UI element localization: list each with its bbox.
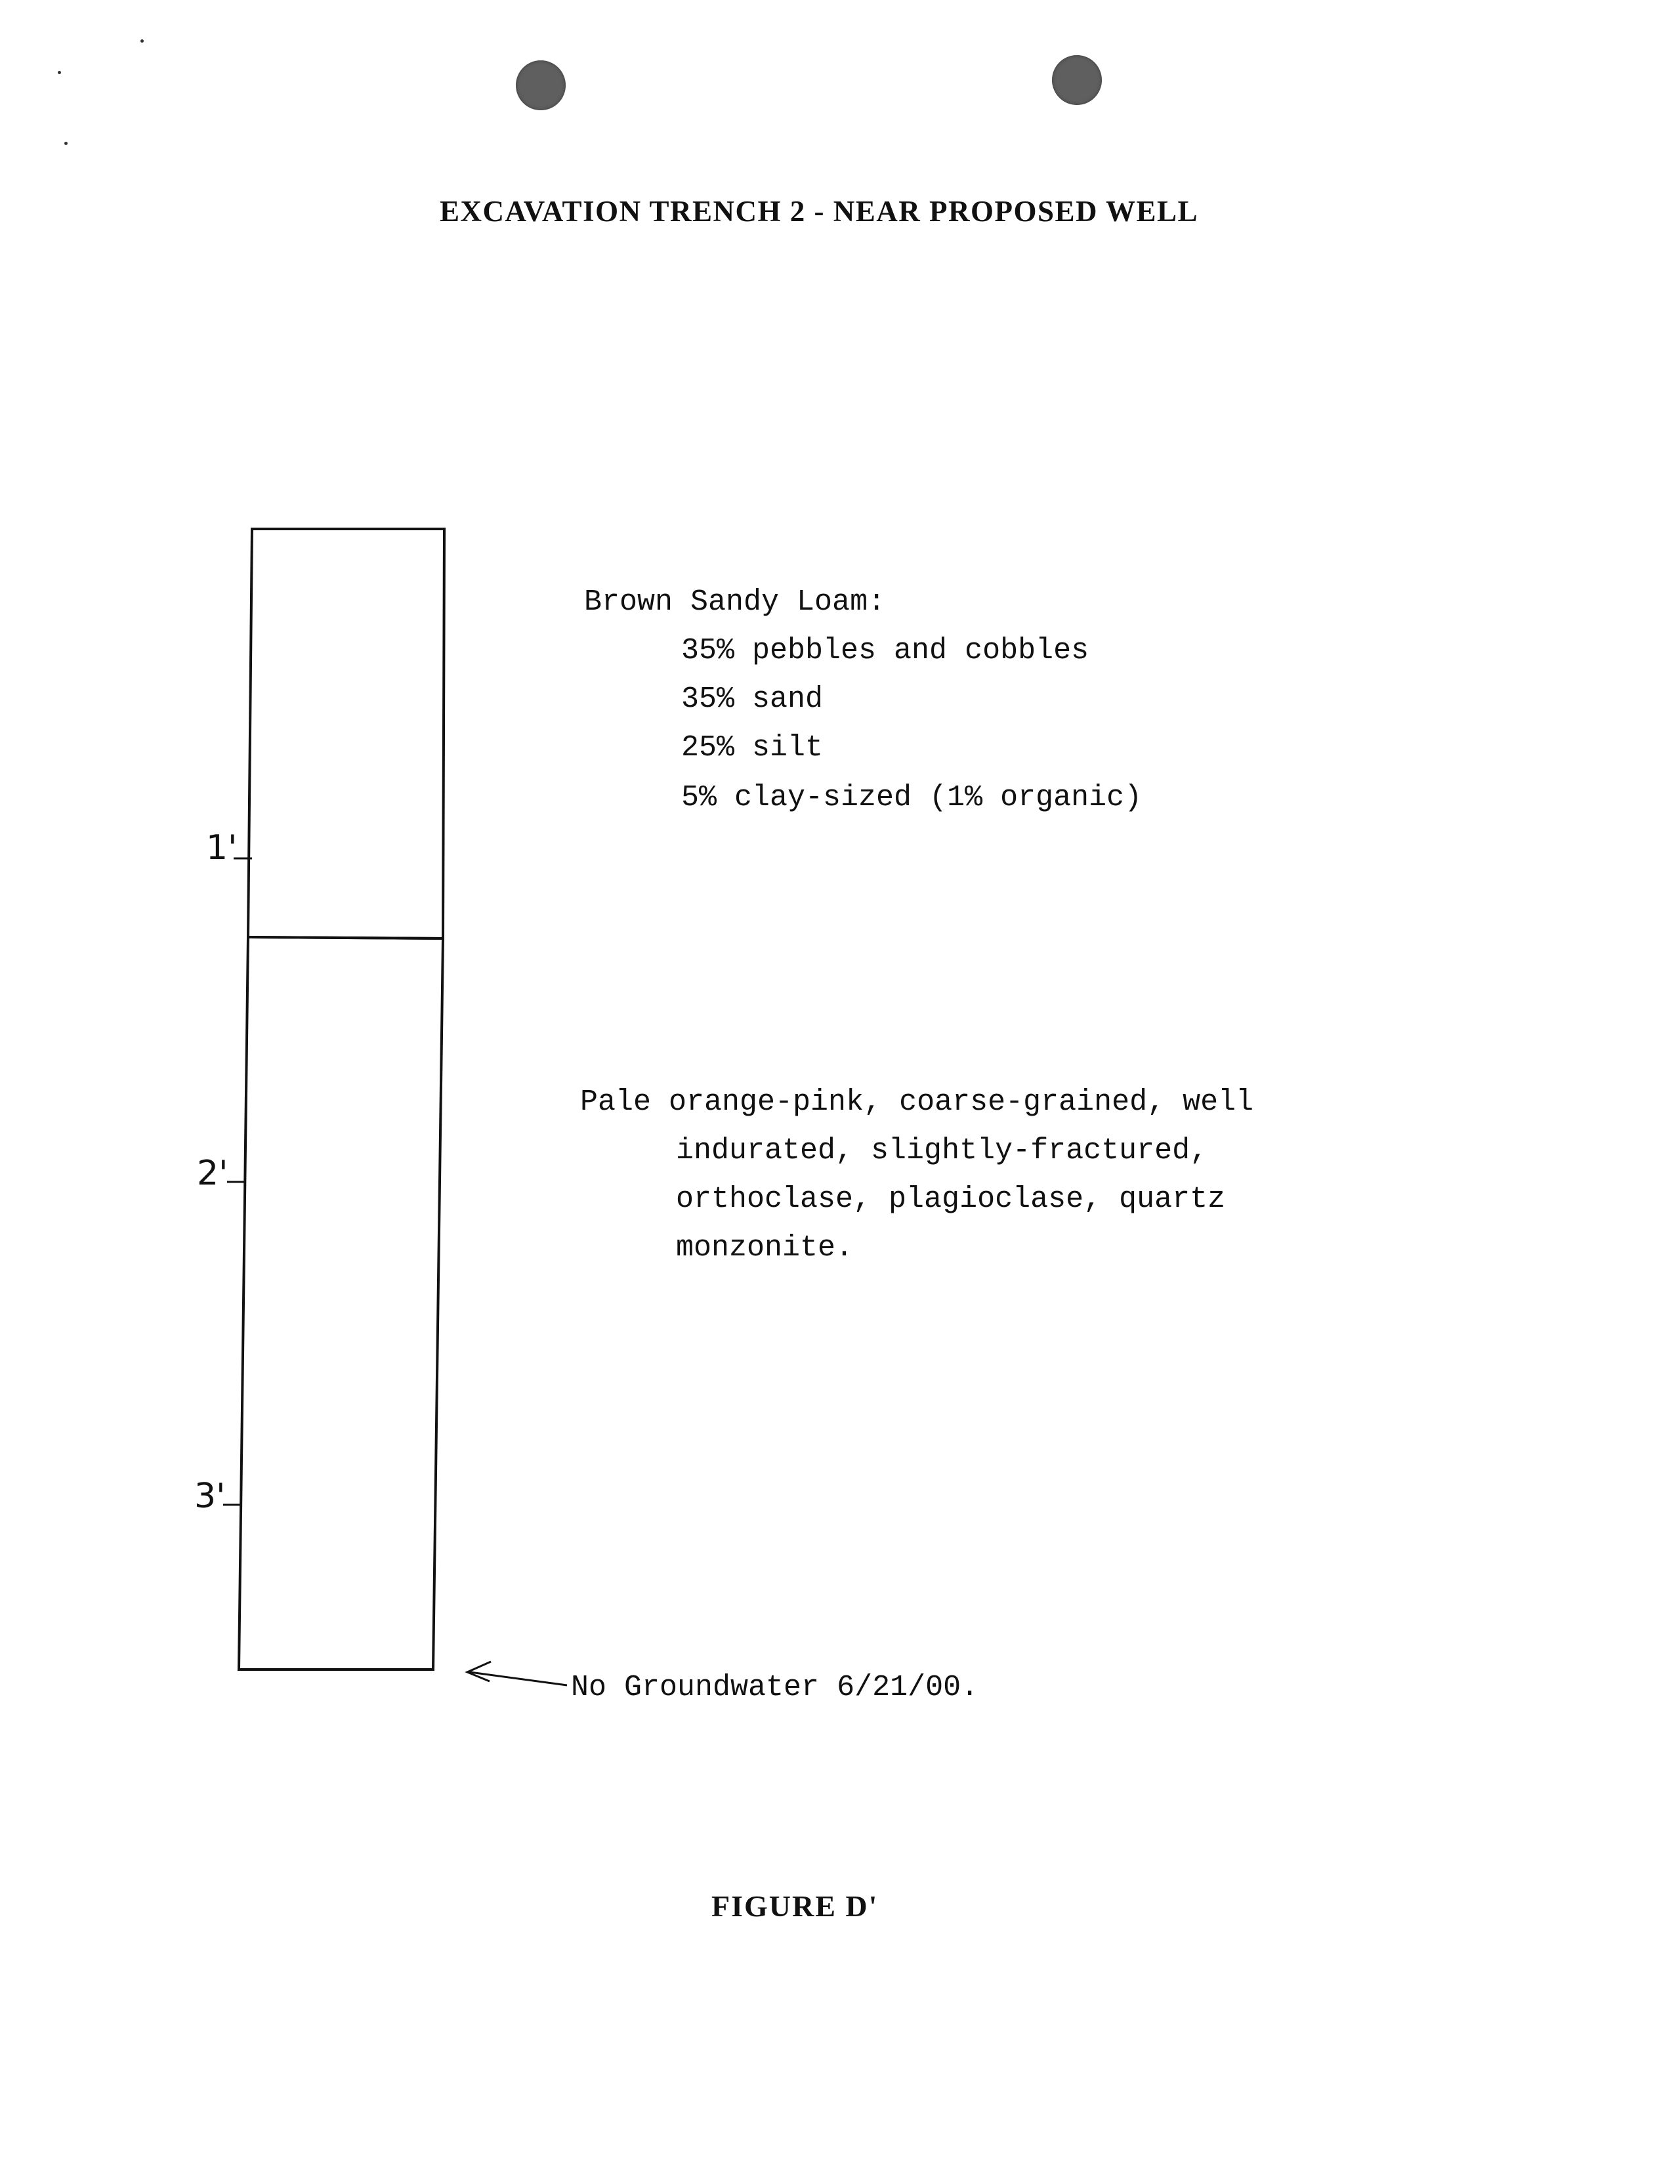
groundwater-note: No Groundwater 6/21/00.	[571, 1671, 979, 1704]
layer-upper-heading: Brown Sandy Loam:	[584, 585, 886, 619]
depth-label-2ft: 2'	[197, 1154, 228, 1193]
layer-upper-line: 35% pebbles and cobbles	[681, 634, 1089, 667]
layer-box-upper	[248, 529, 444, 938]
layer-upper-line: 25% silt	[681, 731, 824, 765]
layer-lower-line: monzonite.	[676, 1231, 854, 1265]
layer-lower-line: orthoclase, plagioclase, quartz	[676, 1183, 1226, 1216]
page-title: EXCAVATION TRENCH 2 - NEAR PROPOSED WELL	[440, 195, 1199, 228]
groundwater-arrow-head	[467, 1662, 491, 1681]
layer-box-lower	[239, 937, 443, 1670]
layer-lower-heading: Pale orange-pink, coarse-grained, well	[580, 1085, 1254, 1119]
depth-label-1ft: 1'	[206, 828, 238, 868]
layer-lower-line: indurated, slightly-fractured,	[676, 1134, 1208, 1167]
layer-upper-line: 5% clay-sized (1% organic)	[681, 781, 1143, 814]
layer-upper-line: 35% sand	[681, 682, 824, 716]
depth-label-3ft: 3'	[194, 1477, 226, 1516]
figure-label: FIGURE D'	[711, 1889, 879, 1923]
